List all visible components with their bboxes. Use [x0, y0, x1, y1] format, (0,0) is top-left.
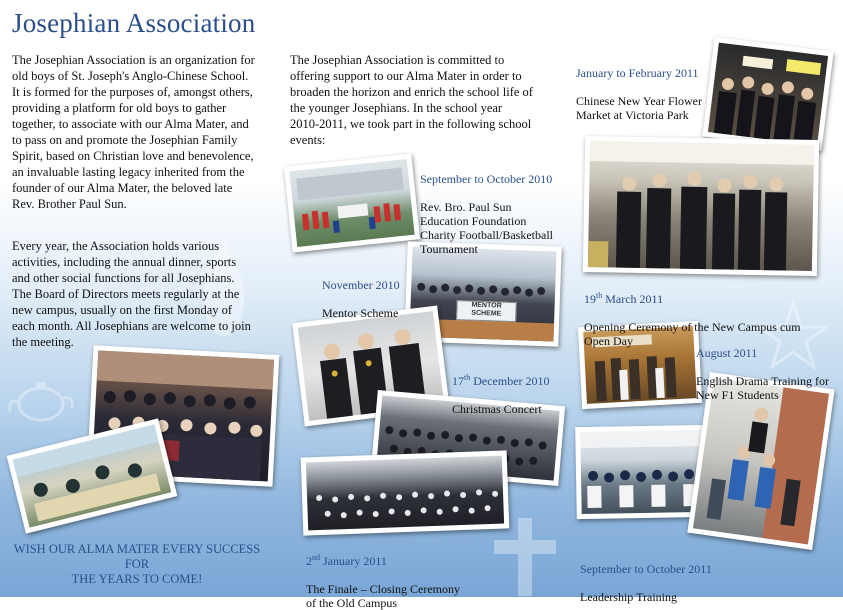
classroom-photo: [7, 418, 178, 533]
event-caption-drama: [696, 332, 838, 402]
event-title: The Finale – Closing Ceremony of the Old Campus: [306, 582, 460, 610]
event-date: 17th December 2010: [452, 373, 550, 388]
event-date: September to October 2010: [420, 172, 553, 186]
event-date: 2nd January 2011: [306, 553, 387, 568]
event-date: September to October 2011: [580, 562, 712, 576]
closing-message: WISH OUR ALMA MATER EVERY SUCCESS FOR THE YEARS TO COME!: [13, 542, 261, 586]
event-title: English Drama Training for New F1 Students: [696, 374, 829, 402]
event-date: January to February 2011: [576, 66, 699, 80]
intro-paragraph: The Josephian Association is an organization for old boys of St. Joseph's Anglo-Chinese School. It is formed for the purposes of, amongst others, providing a platform for old boys to gather together, to associate with our Alma Mater, and to pass on and promote the Josephian Family Spirit, based on Christian love and benevolence, an invaluable lasting legacy inherited from the founder of our Alma Mater, the beloved late Rev. Brother Paul Sun.: [12, 53, 255, 211]
event-date: 19th March 2011: [584, 291, 664, 306]
activities-paragraph: Every year, the Association holds various activities, including the annual dinner, sports and other social functions for all Josephians. The Board of Directors meets regularly at the new campus, usually on the first Monday of each month. All Josephians are welcome to join the meeting.: [12, 239, 251, 349]
event-title: Opening Ceremony of the New Campus cum Open Day: [584, 320, 801, 348]
event-caption-flower-market: [576, 52, 716, 122]
football-tournament-photo: [284, 154, 420, 253]
event-title: Mentor Scheme: [322, 306, 399, 320]
event-caption-christmas: [452, 360, 582, 416]
event-caption-football: [420, 158, 580, 256]
opening-ceremony-photo: [583, 136, 819, 276]
event-caption-finale: [306, 540, 486, 610]
event-date: August 2011: [696, 346, 758, 360]
flower-market-photo: [702, 37, 833, 151]
mentor-scheme-banner: MENTOR SCHEME: [456, 300, 517, 322]
event-title: Chinese New Year Flower Market at Victoria Park: [576, 94, 702, 122]
event-date: November 2010: [322, 278, 400, 292]
leadership-training-photo: [575, 425, 709, 519]
teapot-watermark-icon: [6, 368, 76, 428]
page-title: Josephian Association: [12, 8, 256, 38]
event-caption-mentor: [322, 264, 412, 320]
event-title: Leadership Training: [580, 590, 677, 604]
cross-watermark-icon: [494, 518, 556, 596]
event-title: Rev. Bro. Paul Sun Education Foundation Charity Football/Basketball Tournament: [420, 200, 553, 256]
commitment-paragraph: The Josephian Association is committed to offering support to our Alma Mater in order to broaden the horizon and enrich the school life of the younger Josephians. In the school year 2010-2011, we took part in the following school events:: [290, 53, 533, 147]
event-caption-leadership: [580, 548, 740, 604]
closing-ceremony-photo: [301, 450, 510, 535]
event-title: Christmas Concert: [452, 402, 542, 416]
